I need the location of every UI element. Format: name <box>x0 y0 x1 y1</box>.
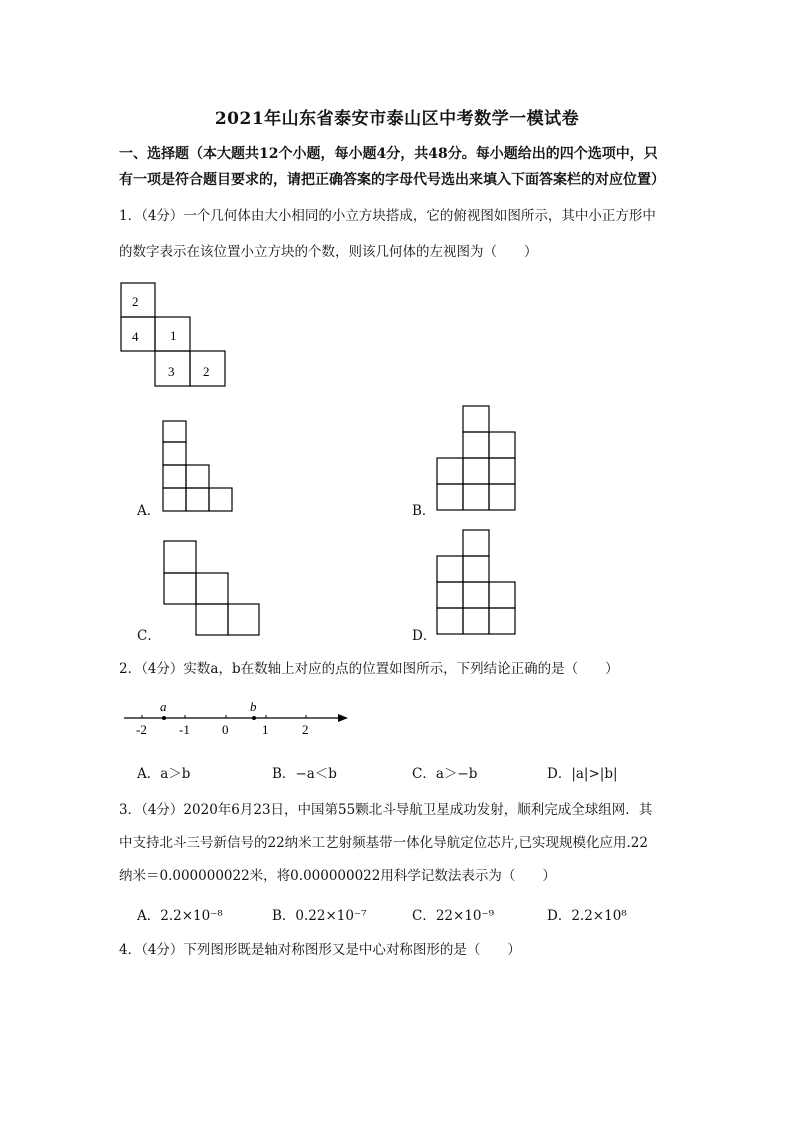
grid-number: 2 <box>132 294 139 309</box>
point-a-label: a <box>160 699 167 714</box>
q1-option-d-figure <box>437 529 522 639</box>
point-b <box>252 716 256 720</box>
view-cell <box>164 573 196 604</box>
view-cell <box>463 608 489 634</box>
q3-option-c[interactable]: C．22×10⁻⁹ <box>412 908 495 924</box>
view-cell <box>463 432 489 458</box>
page-title: 2021年山东省泰安市泰山区中考数学一模试卷 <box>214 109 580 129</box>
view-cell <box>489 484 515 510</box>
view-cell <box>489 582 515 608</box>
point-a <box>162 716 166 720</box>
q3-text-line-3: 纳米＝0.000000022米，将0.000000022用科学记数法表示为（ ） <box>119 868 556 884</box>
q1-text-line-1: 1．（4分）一个几何体由大小相同的小立方块搭成，它的俯视图如图所示，其中小正方形中 <box>119 208 656 224</box>
tick-label: 1 <box>262 722 269 737</box>
view-cell <box>209 488 232 511</box>
section-heading-line-2: 有一项是符合题目要求的，请把正确答案的字母代号选出来填入下面答案栏的对应位置） <box>119 172 665 188</box>
view-cell <box>437 608 463 634</box>
view-cell <box>163 465 186 488</box>
point-b-label: b <box>250 699 257 714</box>
q1-option-c-label[interactable]: C． <box>137 628 161 644</box>
q1-option-d-label[interactable]: D． <box>412 628 437 644</box>
view-cell <box>196 573 228 604</box>
view-cell <box>489 458 515 484</box>
view-cell <box>463 530 489 556</box>
view-cell <box>163 488 186 511</box>
grid-number: 1 <box>170 328 177 343</box>
view-cell <box>164 541 196 573</box>
q2-option-d[interactable]: D．|a|>|b| <box>547 766 618 782</box>
view-cell <box>437 484 463 510</box>
view-cell <box>463 556 489 582</box>
view-cell <box>437 458 463 484</box>
q2-text: 2．（4分）实数a，b在数轴上对应的点的位置如图所示，下列结论正确的是（ ） <box>119 661 619 677</box>
q1-option-b-figure <box>437 405 522 515</box>
section-heading-line-1: 一、选择题（本大题共12个小题，每小题4分，共48分。每小题给出的四个选项中，只 <box>119 146 658 162</box>
view-cell <box>228 604 259 635</box>
q3-text-line-1: 3．（4分）2020年6月23日，中国第55颗北斗导航卫星成功发射，顺利完成全球组网．其 <box>119 802 653 818</box>
view-cell <box>186 465 209 488</box>
q2-option-c[interactable]: C．a＞−b <box>412 766 478 782</box>
q2-number-line <box>120 700 355 740</box>
view-cell <box>196 604 228 635</box>
tick-label: 0 <box>222 722 229 737</box>
view-cell <box>437 556 463 582</box>
view-cell <box>463 458 489 484</box>
q1-option-a-figure <box>162 419 237 514</box>
q2-option-a[interactable]: A．a＞b <box>137 766 191 782</box>
q2-option-b[interactable]: B．−a＜b <box>272 766 337 782</box>
view-cell <box>489 608 515 634</box>
tick-label: -2 <box>136 722 147 737</box>
grid-number: 3 <box>168 364 175 379</box>
q1-option-c-figure <box>163 540 268 640</box>
axis-arrow <box>338 714 348 722</box>
q1-top-view-grid <box>120 282 230 392</box>
view-cell <box>489 432 515 458</box>
q3-option-d[interactable]: D．2.2×10⁸ <box>547 908 627 924</box>
q1-option-a-label[interactable]: A． <box>137 503 161 519</box>
q3-text-line-2: 中支持北斗三号新信号的22纳米工艺射频基带一体化导航定位芯片,已实现规模化应用.22 <box>119 835 648 851</box>
tick-label: 2 <box>302 722 309 737</box>
q4-text: 4．（4分）下列图形既是轴对称图形又是中心对称图形的是（ ） <box>119 942 521 958</box>
view-cell <box>463 582 489 608</box>
q1-option-b-label[interactable]: B． <box>412 503 436 519</box>
view-cell <box>163 442 186 465</box>
q1-text-line-2: 的数字表示在该位置小立方块的个数，则该几何体的左视图为（ ） <box>119 244 538 260</box>
tick-label: -1 <box>179 722 190 737</box>
view-cell <box>437 582 463 608</box>
view-cell <box>463 484 489 510</box>
q3-option-a[interactable]: A．2.2×10⁻⁸ <box>137 908 223 924</box>
grid-number: 4 <box>132 329 139 344</box>
view-cell <box>163 421 186 442</box>
grid-number: 2 <box>203 364 210 379</box>
q3-option-b[interactable]: B．0.22×10⁻⁷ <box>272 908 367 924</box>
view-cell <box>463 406 489 432</box>
view-cell <box>186 488 209 511</box>
